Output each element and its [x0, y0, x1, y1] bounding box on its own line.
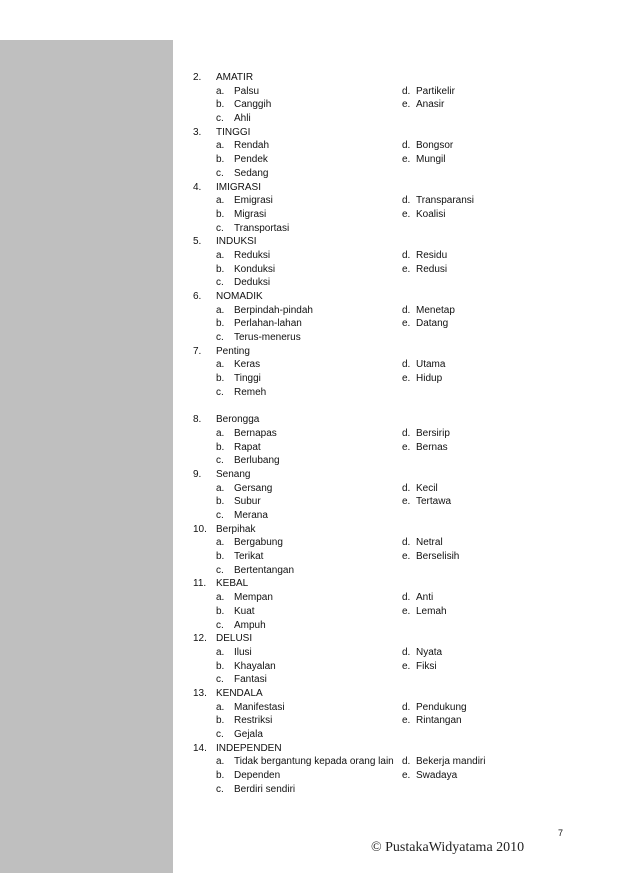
option-row	[193, 98, 613, 112]
question-item	[193, 181, 613, 236]
option-row	[193, 249, 613, 263]
option-letter: b.	[216, 551, 225, 563]
option-text: Hidup	[416, 373, 443, 385]
option-text: Berdiri sendiri	[234, 783, 296, 795]
option-letter: a.	[216, 195, 225, 207]
option-row	[193, 358, 613, 372]
question-number: 8.	[193, 414, 202, 426]
option-text: Manifestasi	[234, 701, 285, 713]
option-letter: a.	[216, 359, 225, 371]
option-row	[193, 441, 613, 455]
option-letter: a.	[216, 85, 225, 97]
option-row	[193, 755, 613, 769]
option-letter: e.	[402, 605, 411, 617]
option-row	[193, 208, 613, 222]
option-text: Tinggi	[234, 373, 261, 385]
option-letter: d.	[402, 85, 411, 97]
question-title: KEBAL	[216, 578, 249, 590]
question-item	[193, 687, 613, 742]
option-text: Ilusi	[234, 646, 252, 658]
option-letter: e.	[402, 318, 411, 330]
option-letter: d.	[402, 304, 411, 316]
question-item	[193, 577, 613, 632]
option-letter: e.	[402, 263, 411, 275]
option-letter: a.	[216, 249, 225, 261]
option-letter: b.	[216, 373, 225, 385]
option-row	[193, 673, 613, 687]
option-letter: e.	[402, 770, 411, 782]
option-row	[193, 701, 613, 715]
option-row	[193, 769, 613, 783]
option-letter: b.	[216, 318, 225, 330]
question-number: 11.	[193, 578, 207, 590]
question-item	[193, 413, 613, 468]
option-text: Keras	[234, 359, 261, 371]
option-text: Menetap	[416, 304, 455, 316]
question-title: IMIGRASI	[216, 181, 262, 193]
option-letter: e.	[402, 660, 411, 672]
option-row	[193, 304, 613, 318]
option-row	[193, 482, 613, 496]
question-number: 4.	[193, 181, 202, 193]
option-letter: c.	[216, 222, 224, 234]
option-letter: a.	[216, 537, 225, 549]
option-letter: e.	[402, 373, 411, 385]
option-text: Anti	[416, 592, 434, 604]
option-letter: b.	[216, 154, 225, 166]
option-text: Subur	[234, 496, 261, 508]
option-row	[193, 276, 613, 290]
question-number: 7.	[193, 345, 202, 357]
option-text: Utama	[416, 359, 446, 371]
option-letter: e.	[402, 551, 411, 563]
option-text: Redusi	[416, 263, 448, 275]
option-letter: e.	[402, 496, 411, 508]
option-row	[193, 660, 613, 674]
option-letter: a.	[216, 140, 225, 152]
option-letter: b.	[216, 660, 225, 672]
option-row	[193, 619, 613, 633]
option-text: Transparansi	[416, 195, 474, 207]
option-row	[193, 454, 613, 468]
option-row	[193, 591, 613, 605]
question-number: 2.	[193, 72, 202, 83]
option-letter: d.	[402, 427, 411, 439]
option-row	[193, 605, 613, 619]
option-text: Gersang	[234, 482, 273, 494]
option-letter: c.	[216, 277, 224, 289]
question-number: 5.	[193, 236, 202, 248]
option-text: Bersirip	[416, 427, 450, 439]
option-row	[193, 386, 613, 400]
option-text: Bernas	[416, 441, 448, 453]
option-row	[193, 646, 613, 660]
option-letter: b.	[216, 99, 225, 111]
question-number: 9.	[193, 468, 202, 480]
question-title: Berongga	[216, 414, 260, 426]
option-letter: b.	[216, 441, 225, 453]
option-text: Residu	[416, 249, 448, 261]
option-text: Anasir	[416, 99, 445, 111]
option-row	[193, 222, 613, 236]
option-text: Tertawa	[416, 496, 452, 508]
question-item	[193, 523, 613, 578]
question-title: INDUKSI	[216, 236, 257, 248]
question-item	[193, 235, 613, 290]
option-text: Berselisih	[416, 551, 460, 563]
question-item	[193, 742, 613, 797]
question-number: 12.	[193, 633, 207, 645]
option-letter: c.	[216, 332, 224, 344]
option-letter: c.	[216, 510, 224, 521]
option-letter: a.	[216, 304, 225, 316]
option-letter: c.	[216, 729, 224, 740]
option-row	[193, 783, 613, 797]
option-text: Ampuh	[234, 619, 266, 631]
option-text: Mempan	[234, 592, 273, 604]
option-text: Kecil	[416, 482, 438, 494]
option-letter: e.	[402, 154, 411, 166]
option-letter: d.	[402, 140, 411, 152]
option-letter: b.	[216, 208, 225, 220]
option-text: Lemah	[416, 605, 447, 617]
question-item	[193, 71, 613, 126]
option-text: Remeh	[234, 386, 267, 398]
option-letter: c.	[216, 167, 224, 179]
option-text: Swadaya	[416, 770, 458, 782]
option-letter: e.	[402, 715, 411, 727]
option-text: Bernapas	[234, 427, 277, 439]
option-text: Bertentangan	[234, 564, 295, 576]
question-item	[193, 126, 613, 181]
option-letter: a.	[216, 646, 225, 658]
option-letter: b.	[216, 496, 225, 508]
option-text: Partikelir	[416, 85, 455, 97]
question-number: 6.	[193, 291, 202, 302]
option-letter: a.	[216, 482, 225, 494]
option-row	[193, 427, 613, 441]
option-text: Berlubang	[234, 455, 280, 467]
option-letter: d.	[402, 701, 411, 713]
question-item	[193, 345, 613, 400]
option-text: Bekerja mandiri	[416, 756, 486, 768]
question-item	[193, 468, 613, 523]
option-letter: a.	[216, 592, 225, 604]
option-text: Terus-menerus	[234, 332, 301, 344]
option-row	[193, 153, 613, 167]
question-item	[193, 290, 613, 345]
option-text: Konduksi	[234, 263, 276, 275]
option-letter: d.	[402, 249, 411, 261]
option-text: Rendah	[234, 140, 270, 152]
option-letter: d.	[402, 359, 411, 371]
option-text: Palsu	[234, 85, 260, 97]
option-text: Merana	[234, 510, 268, 521]
option-row	[193, 495, 613, 509]
option-row	[193, 728, 613, 742]
question-title: TINGGI	[216, 126, 251, 138]
option-text: Fiksi	[416, 660, 437, 672]
option-text: Deduksi	[234, 277, 271, 289]
page-content	[173, 0, 638, 873]
option-row	[193, 564, 613, 578]
option-letter: e.	[402, 441, 411, 453]
option-text: Tidak bergantung kepada orang lain	[234, 756, 394, 768]
option-text: Reduksi	[234, 249, 271, 261]
question-title: INDEPENDEN	[216, 742, 282, 754]
option-letter: e.	[402, 99, 411, 111]
option-text: Perlahan-lahan	[234, 318, 302, 330]
option-text: Pendukung	[416, 701, 467, 713]
option-letter: d.	[402, 756, 411, 768]
option-text: Khayalan	[234, 660, 276, 672]
question-title: DELUSI	[216, 633, 253, 645]
option-row	[193, 85, 613, 99]
option-text: Koalisi	[416, 208, 446, 220]
option-row	[193, 317, 613, 331]
question-number: 3.	[193, 126, 202, 138]
option-text: Ahli	[234, 113, 251, 125]
option-row	[193, 167, 613, 181]
option-row	[193, 550, 613, 564]
option-letter: c.	[216, 674, 224, 686]
question-title: NOMADIK	[216, 291, 263, 302]
option-letter: c.	[216, 619, 224, 631]
option-row	[193, 536, 613, 550]
option-text: Restriksi	[234, 715, 273, 727]
option-row	[193, 372, 613, 386]
option-letter: d.	[402, 195, 411, 207]
question-title: Berpihak	[216, 523, 256, 535]
question-number: 13.	[193, 687, 207, 699]
option-letter: a.	[216, 701, 225, 713]
option-letter: b.	[216, 770, 225, 782]
option-text: Bongsor	[416, 140, 454, 152]
option-row	[193, 112, 613, 126]
option-text: Berpindah-pindah	[234, 304, 313, 316]
option-row	[193, 263, 613, 277]
option-text: Sedang	[234, 167, 269, 179]
question-list	[193, 71, 613, 796]
option-letter: c.	[216, 455, 224, 467]
option-text: Fantasi	[234, 674, 267, 686]
option-letter: d.	[402, 482, 411, 494]
option-letter: b.	[216, 715, 225, 727]
option-row	[193, 509, 613, 523]
option-text: Migrasi	[234, 208, 267, 220]
option-text: Transportasi	[234, 222, 290, 234]
question-title: Penting	[216, 345, 250, 357]
option-text: Dependen	[234, 770, 281, 782]
option-letter: d.	[402, 592, 411, 604]
option-letter: b.	[216, 263, 225, 275]
option-letter: b.	[216, 605, 225, 617]
option-text: Kuat	[234, 605, 255, 617]
question-item	[193, 632, 613, 687]
option-letter: c.	[216, 564, 224, 576]
option-letter: a.	[216, 427, 225, 439]
footer-copyright: © PustakaWidyatama 2010	[371, 840, 525, 855]
option-letter: c.	[216, 386, 224, 398]
option-text: Emigrasi	[234, 195, 273, 207]
question-title: AMATIR	[216, 72, 254, 83]
option-letter: d.	[402, 537, 411, 549]
option-text: Bergabung	[234, 537, 283, 549]
option-row	[193, 194, 613, 208]
option-text: Pendek	[234, 154, 268, 166]
option-text: Gejala	[234, 729, 263, 740]
gray-sidebar	[0, 40, 173, 873]
option-text: Rintangan	[416, 715, 462, 727]
option-text: Netral	[416, 537, 443, 549]
question-number: 14.	[193, 742, 207, 754]
option-row	[193, 139, 613, 153]
option-letter: d.	[402, 646, 411, 658]
option-letter: c.	[216, 113, 224, 125]
option-row	[193, 331, 613, 345]
option-text: Rapat	[234, 441, 261, 453]
option-letter: a.	[216, 756, 225, 768]
question-title: Senang	[216, 468, 251, 480]
option-row	[193, 714, 613, 728]
question-title: KENDALA	[216, 687, 263, 699]
question-number: 10.	[193, 523, 207, 535]
option-letter: e.	[402, 208, 411, 220]
page-number: 7	[557, 828, 563, 838]
option-letter: c.	[216, 783, 224, 795]
option-text: Nyata	[416, 646, 443, 658]
option-text: Terikat	[234, 551, 264, 563]
option-text: Canggih	[234, 99, 272, 111]
option-text: Datang	[416, 318, 449, 330]
option-text: Mungil	[416, 154, 446, 166]
